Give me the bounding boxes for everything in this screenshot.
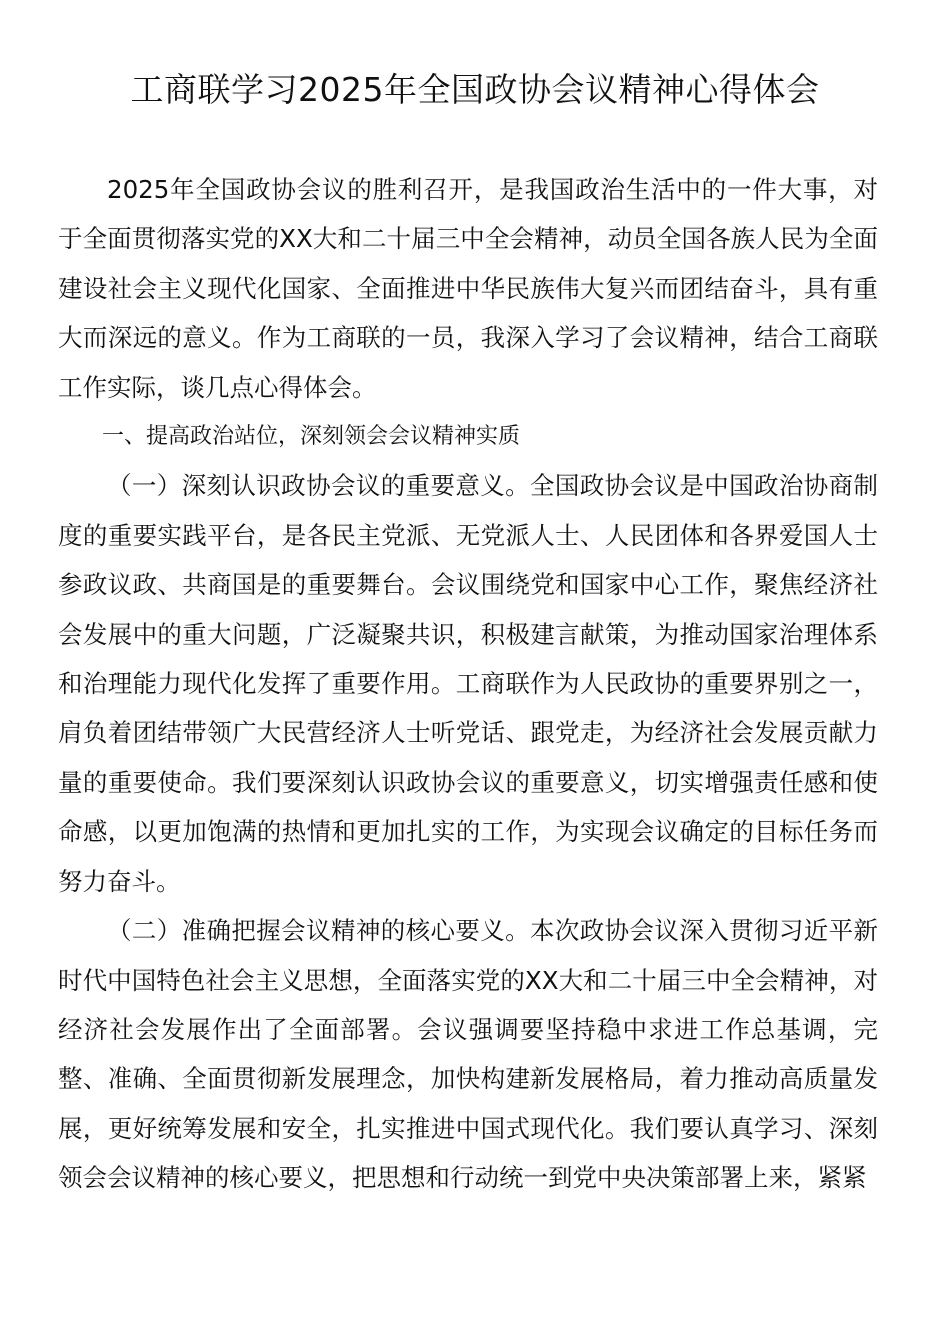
document-body <box>58 165 878 1203</box>
paragraph-subsection-1: （一）深刻认识政协会议的重要意义。全国政协会议是中国政治协商制度的重要实践平台，是各民主党派、无党派人士、人民团体和各界爱国人士参政议政、共商国是的重要舞台。会议围绕党和国家中心工作，聚焦经济社会发展中的重大问题，广泛凝聚共识，积极建言献策，为推动国家治理体系和治理能力现代化发挥了重要作用。工商联作为人民政协的重要界别之一，肩负着团结带领广大民营经济人士听党话、跟党走，为经济社会发展贡献力量的重要使命。我们要深刻认识政协会议的重要意义，切实增强责任感和使命感，以更加饱满的热情和更加扎实的工作，为实现会议确定的目标任务而努力奋斗。 <box>58 471 878 896</box>
section-heading-1: 一、提高政治站位，深刻领会会议精神实质 <box>102 424 521 450</box>
document-title: 工商联学习2025年全国政协会议精神心得体会 <box>130 70 820 109</box>
paragraph-subsection-2: （二）准确把握会议精神的核心要义。本次政协会议深入贯彻习近平新时代中国特色社会主义思想，全面落实党的XX大和二十届三中全会精神，对经济社会发展作出了全面部署。会议强调要坚持稳中求进工作总基调，完整、准确、全面贯彻新发展理念，加快构建新发展格局，着力推动高质量发展，更好统筹发展和安全，扎实推进中国式现代化。我们要认真学习、深刻领会会议精神的核心要义，把思想和行动统一到党中央决策部署上来，紧紧 <box>58 916 878 1193</box>
paragraph-intro: 2025年全国政协会议的胜利召开，是我国政治生活中的一件大事，对于全面贯彻落实党的XX大和二十届三中全会精神，动员全国各族人民为全面建设社会主义现代化国家、全面推进中华民族伟大复兴而团结奋斗，具有重大而深远的意义。作为工商联的一员，我深入学习了会议精神，结合工商联工作实际，谈几点心得体会。 <box>58 175 878 402</box>
